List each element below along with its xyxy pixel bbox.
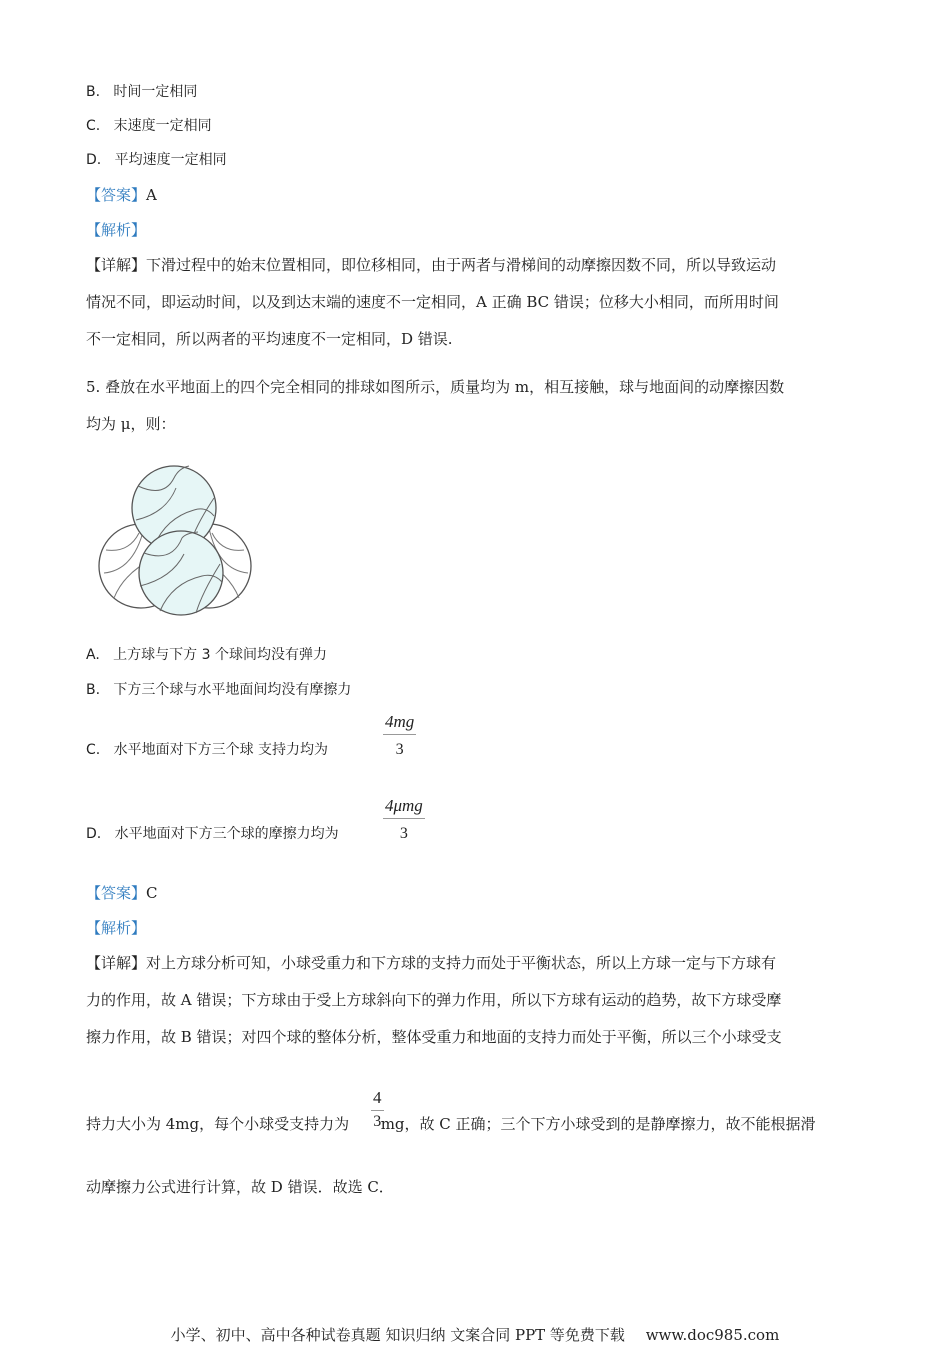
page-footer bbox=[0, 1324, 950, 1345]
q4-detail-line1 bbox=[86, 255, 776, 275]
option-letter: B. bbox=[86, 84, 101, 100]
detail-text: mg，故 C 正确；三个下方小球受到的是静摩擦力，故不能根据滑 bbox=[380, 1115, 816, 1133]
option-letter: D. bbox=[86, 826, 102, 842]
option-letter: C. bbox=[86, 742, 101, 758]
option-letter: C. bbox=[86, 118, 101, 134]
footer-link[interactable]: www.doc985.com bbox=[645, 1326, 780, 1344]
volleyball-stack-figure bbox=[94, 458, 259, 618]
fraction-numerator: 4 bbox=[373, 1088, 382, 1107]
option-letter: D. bbox=[86, 152, 102, 168]
q4-detail-line2: 情况不同，即运动时间，以及到达末端的速度不一定相同，A 正确 BC 错误；位移大小相同，而所用时间 bbox=[86, 293, 779, 311]
front-ball bbox=[139, 531, 223, 615]
detail-tag: 【详解】 bbox=[86, 256, 147, 274]
option-text: 上方球与下方 3 个球间均没有弹力 bbox=[113, 647, 327, 663]
fraction-denominator: 3 bbox=[395, 741, 404, 758]
option-text: 末速度一定相同 bbox=[113, 118, 212, 134]
q4-option-c bbox=[86, 116, 212, 136]
fraction-4-over-3 bbox=[371, 1088, 384, 1131]
answer-tag: 【答案】 bbox=[86, 186, 147, 204]
q5-detail-line2: 力的作用，故 A 错误；下方球由于受上方球斜向下的弹力作用，所以下方球有运动的趋势，故下方球受摩 bbox=[86, 991, 782, 1009]
option-letter: A. bbox=[86, 647, 100, 663]
answer-value: C bbox=[146, 884, 158, 902]
q5-option-c bbox=[86, 740, 328, 760]
q5-stem-line2: 均为 μ，则： bbox=[86, 415, 176, 433]
q5-detail-line5: 动摩擦力公式进行计算，故 D 错误．故选 C． bbox=[86, 1178, 394, 1196]
option-text: 下方三个球与水平地面间均没有摩擦力 bbox=[113, 682, 352, 698]
q4-option-d bbox=[86, 150, 227, 170]
option-text: 时间一定相同 bbox=[113, 84, 198, 100]
q4-detail-line3: 不一定相同，所以两者的平均速度不一定相同，D 错误. bbox=[86, 330, 453, 348]
option-text: 平均速度一定相同 bbox=[114, 152, 227, 168]
detail-text: 持力大小为 4mg，每个小球受支持力为 bbox=[86, 1115, 350, 1133]
option-letter: B. bbox=[86, 682, 101, 698]
answer-value: A bbox=[146, 186, 157, 204]
fraction-4mumg-over-3 bbox=[383, 796, 425, 843]
q5-stem-line1: 5. 叠放在水平地面上的四个完全相同的排球如图所示，质量均为 m，相互接触，球与地面间的动摩擦因数 bbox=[86, 378, 785, 396]
q5-option-b bbox=[86, 680, 351, 700]
detail-text: 对上方球分析可知，小球受重力和下方球的支持力而处于平衡状态，所以上方球一定与下方球有 bbox=[146, 954, 777, 972]
option-text: 水平地面对下方三个球的摩擦力均为 bbox=[114, 826, 339, 842]
q5-option-d bbox=[86, 824, 339, 844]
fraction-numerator: 4mg bbox=[385, 712, 415, 731]
q5-analysis-tag: 【解析】 bbox=[86, 919, 147, 937]
q5-detail-line4 bbox=[86, 1114, 816, 1134]
fraction-numerator: 4μmg bbox=[385, 796, 423, 815]
q5-answer bbox=[86, 883, 158, 903]
answer-tag: 【答案】 bbox=[86, 884, 147, 902]
fraction-denominator: 3 bbox=[399, 825, 408, 842]
fraction-4mg-over-3 bbox=[383, 712, 416, 759]
q5-detail-line1 bbox=[86, 953, 776, 973]
q5-detail-line3: 擦力作用，故 B 错误；对四个球的整体分析，整体受重力和地面的支持力而处于平衡，所以三个小球受支 bbox=[86, 1028, 782, 1046]
option-text: 水平地面对下方三个球 支持力均为 bbox=[113, 742, 329, 758]
q4-analysis-tag: 【解析】 bbox=[86, 221, 147, 239]
footer-text: 小学、初中、高中各种试卷真题 知识归纳 文案合同 PPT 等免费下载 bbox=[170, 1326, 625, 1344]
q4-answer bbox=[86, 185, 157, 205]
detail-text: 下滑过程中的始末位置相同，即位移相同，由于两者与滑梯间的动摩擦因数不同，所以导致运动 bbox=[146, 256, 777, 274]
q5-option-a bbox=[86, 645, 327, 665]
fraction-denominator: 3 bbox=[373, 1113, 382, 1130]
q4-option-b bbox=[86, 82, 197, 102]
detail-tag: 【详解】 bbox=[86, 954, 147, 972]
